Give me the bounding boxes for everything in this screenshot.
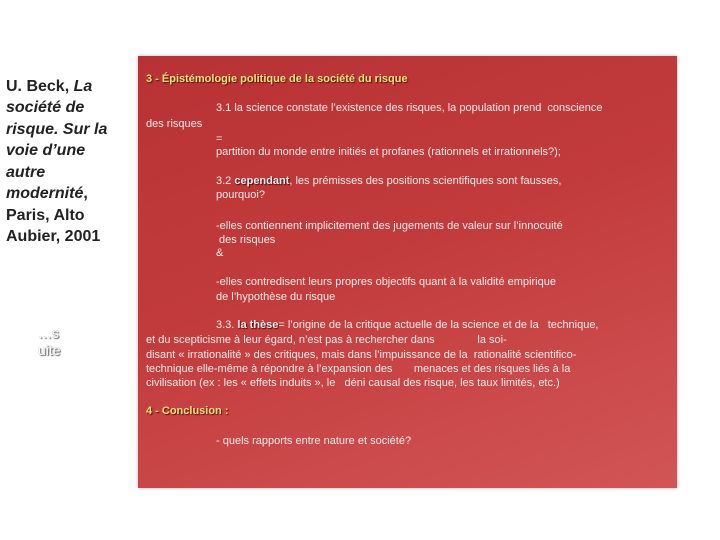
paragraph-3-3-prefix: 3.3. bbox=[216, 319, 238, 331]
paragraph-3-1-line-2: des risques bbox=[146, 118, 203, 130]
paragraph-3-3-line-4: technique elle-même à répondre à l’expansion des menaces et des risques liés à la bbox=[146, 363, 571, 375]
reference-publisher: , Paris, Alto Aubier, 2001 bbox=[6, 185, 101, 246]
keyword-la-these: la thèse bbox=[237, 319, 279, 331]
paragraph-3-3-line-1 bbox=[216, 318, 599, 332]
bullet-1-line-2: des risques bbox=[216, 234, 276, 246]
paragraph-3-3-rest: = l’origine de la critique actuelle de la science et de la technique, bbox=[278, 319, 599, 331]
section-heading: 3 - Épistémologie politique de la société du risque bbox=[146, 73, 408, 85]
reference-author: U. Beck, bbox=[6, 78, 74, 95]
paragraph-3-3-line-3: disant « irrationalité » des critiques, mais dans l’impuissance de la rationalité scientifico- bbox=[146, 349, 577, 361]
paragraph-3-3-line-2: et du scepticisme à leur égard, n’est pas à rechercher dans la soi- bbox=[146, 334, 507, 346]
paragraph-3-1-line-1: 3.1 la science constate l’existence des risques, la population prend conscience bbox=[216, 102, 603, 114]
reference-title: La société de risque. Sur la voie d’une autre modernité bbox=[6, 78, 108, 203]
bullet-1-line-1: -elles contiennent implicitement des jugements de valeur sur l’innocuité bbox=[216, 220, 563, 232]
conclusion-text: - quels rapports entre nature et société? bbox=[216, 435, 412, 447]
slide-panel bbox=[138, 56, 677, 488]
keyword-cependant: cependant bbox=[234, 175, 290, 187]
paragraph-3-1-line-3: partition du monde entre initiés et profanes (rationnels et irrationnels?); bbox=[216, 146, 561, 158]
paragraph-3-2-rest: , les prémisses des positions scientifiques sont fausses, bbox=[289, 175, 562, 187]
paragraph-3-2-line-2: pourquoi? bbox=[216, 189, 265, 201]
paragraph-3-3-line-5: civilisation (ex : les « effets induits », le déni causal des risque, les taux limités, etc.) bbox=[146, 377, 560, 389]
paragraph-3-1-equals: = bbox=[216, 133, 223, 145]
bullet-2-line-2: de l’hypothèse du risque bbox=[216, 291, 336, 303]
paragraph-3-2-line-1 bbox=[216, 174, 561, 188]
paragraph-3-2-prefix: 3.2 bbox=[216, 175, 235, 187]
bibliographic-reference bbox=[6, 76, 116, 248]
bullet-1-ampersand: & bbox=[216, 247, 224, 259]
conclusion-heading: 4 - Conclusion : bbox=[146, 405, 229, 417]
bullet-2-line-1: -elles contredisent leurs propres objectifs quant à la validité empirique bbox=[216, 276, 556, 288]
suite-label[interactable]: …s uite bbox=[38, 325, 61, 358]
